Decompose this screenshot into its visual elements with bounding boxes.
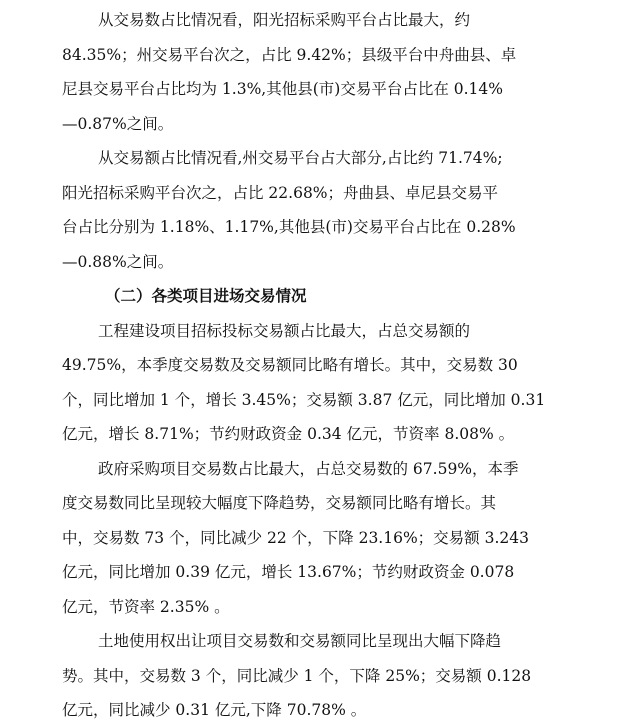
paragraph-line: 势。其中，交易数 3 个，同比减少 1 个，下降 25%；交易额 0.128 [62, 667, 532, 685]
paragraph-line: —0.87%之间。 [62, 115, 174, 133]
paragraph-line: 从交易数占比情况看，阳光招标采购平台占比最大，约 [98, 11, 471, 29]
paragraph-line: 从交易额占比情况看,州交易平台占大部分,占比约 71.74%; [98, 149, 503, 167]
paragraph-line: 49.75%，本季度交易数及交易额同比略有增长。其中，交易数 30 [62, 356, 518, 374]
paragraph-line: 亿元，同比增加 0.39 亿元，增长 13.67%；节约财政资金 0.078 [62, 563, 515, 581]
section-heading: （二）各类项目进场交易情况 [105, 286, 307, 305]
paragraph-line: 阳光招标采购平台次之，占比 22.68%；舟曲县、卓尼县交易平 [62, 184, 499, 202]
paragraph-line: 政府采购项目交易数占比最大，占总交易数的 67.59%，本季 [98, 460, 519, 478]
paragraph-line: 土地使用权出让项目交易数和交易额同比呈现出大幅下降趋 [98, 632, 502, 650]
paragraph-line: 亿元，增长 8.71%；节约财政资金 0.34 亿元，节资率 8.08% 。 [62, 425, 515, 443]
paragraph-line: 亿元，节资率 2.35% 。 [62, 598, 230, 616]
paragraph-line: 个，同比增加 1 个，增长 3.45%；交易额 3.87 亿元，同比增加 0.31 [62, 391, 546, 409]
paragraph-line: —0.88%之间。 [62, 253, 174, 271]
paragraph-line: 尼县交易平台占比均为 1.3%,其他县(市)交易平台占比在 0.14% [62, 80, 503, 98]
paragraph-line: 84.35%；州交易平台次之，占比 9.42%；县级平台中舟曲县、卓 [62, 46, 517, 64]
paragraph-line: 中，交易数 73 个，同比减少 22 个，下降 23.16%；交易额 3.243 [62, 529, 529, 547]
paragraph-line: 度交易数同比呈现较大幅度下降趋势，交易额同比略有增长。其 [62, 494, 497, 512]
paragraph-line: 台占比分别为 1.18%、1.17%,其他县(市)交易平台占比在 0.28% [62, 218, 516, 236]
paragraph-line: 亿元，同比减少 0.31 亿元,下降 70.78% 。 [62, 701, 367, 719]
paragraph-line: 工程建设项目招标投标交易额占比最大，占总交易额的 [98, 322, 471, 340]
